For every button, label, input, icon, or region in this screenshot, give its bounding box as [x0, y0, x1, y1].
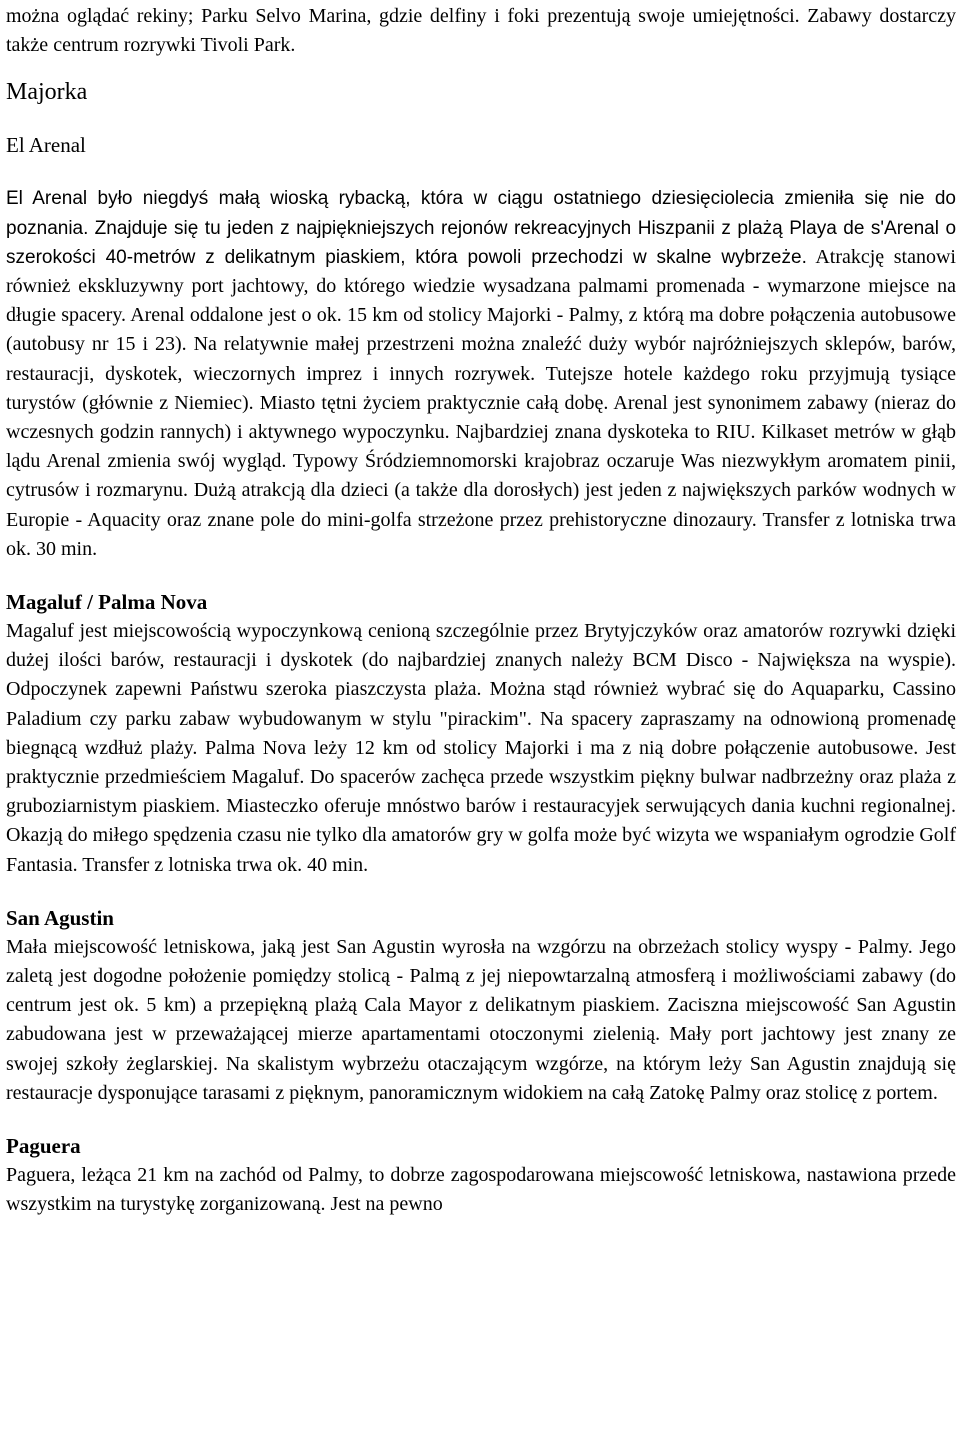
subsection-title-el-arenal: El Arenal [6, 133, 86, 158]
subsection-title-magaluf: Magaluf / Palma Nova [6, 590, 208, 615]
magaluf-paragraph: Magaluf jest miejscowością wypoczynkową cenioną szczególnie przez Brytyjczyków oraz amatorów rozrywki dzięki dużej ilości barów, restauracji i dyskotek (do najbardziej znanych należy BCM Disco - Największa na wyspie). Odpoczynek zapewni Państwu szeroka piaszczysta plaża. Można stąd również wybrać się do Aquaparku, Cassino Paladium czy parku zabaw wybudowanym w stylu "pirackim". Na spacery zapraszamy na odnowioną promenadę biegnącą wzdłuż plaży. Palma Nova leży 12 km od stolicy Majorki i ma z nią dobre połączenie autobusowe. Jest praktycznie przedmieściem Magaluf. Do spacerów zachęca przede wszystkim piękny bulwar nadbrzeżny oraz plaża z gruboziarnistym piaskiem. Miasteczko oferuje mnóstwo barów i restauracyjek serwujących dania kuchni regionalnej. Okazją do miłego spędzenia czasu nie tylko dla amatorów gry w golfa może być wizyta we wspaniałym ogrodzie Golf Fantasia. Transfer z lotniska trwa ok. 40 min. [6, 620, 956, 876]
el-arenal-paragraph [6, 184, 956, 564]
spacer [6, 1108, 956, 1132]
el-arenal-text-sans-2: Znajduje się tu jeden z najpiękniejszych rejonów rekreacyjnych Hiszpanii z plażą Playa de s'Arenal o szerokości 40-metrów z delikatnym piaskiem, która powoli przechodzi w skalne wybrzeże. [6, 217, 957, 268]
spacer [6, 564, 956, 588]
spacer [6, 107, 956, 131]
spacer [6, 60, 956, 78]
san-agustin-paragraph: Mała miejscowość letniskowa, jaką jest San Agustin wyrosła na wzgórzu na obrzeżach stolicy wyspy - Palmy. Jego zaletą jest dogodne położenie pomiędzy stolicą - Palmą z jej niepowtarzalną atmosferą i możliwościami zabawy (do centrum jest ok. 5 km) a przepiękną plażą Cala Mayor z delikatnym piaskiem. Zaciszna miejscowość San Agustin zabudowana jest w przeważającej mierze apartamentami otoczonymi zielenią. Mały port jachtowy jest znany ze swojej szkoły żeglarskiej. Na skalistym wybrzeżu otaczającym wzgórze, na którym leży San Agustin znajdują się restauracje dysponujące tarasami z pięknym, panoramicznym widokiem na całą Zatokę Palmy oraz stolicę z portem. [6, 935, 956, 1104]
el-arenal-text-serif: Atrakcję stanowi również ekskluzywny port jachtowy, do którego wiedzie wysadzana palmami promenada - wymarzone miejsce na długie spacery. Arenal oddalone jest o ok. 15 km od stolicy Majorki - Palmy, z którą ma dobre połączenia autobusowe (autobusy nr 15 i 23). Na relatywnie małej przestrzeni można znaleźć duży wybór najróżniejszych sklepów, barów, restauracji, dyskotek, wieczornych imprez i innych rozrywek. Tutejsze hotele każdego roku przyjmują tysiące turystów (głównie z Niemiec). Miasto tętni życiem praktycznie całą dobę. Arenal jest synonimem zabawy (nieraz do wczesnych godzin rannych) i aktywnego wypoczynku. Najbardziej znana dyskoteka to RIU. Kilkaset metrów w głąb lądu Arenal zmienia swój wygląd. Typowy Śródziemnomorski krajobraz oczaruje Was niezwykłym aromatem pinii, cytrusów i rozmarynu. Dużą atrakcją dla dzieci (a także dla dorosłych) jest jeden z największych parków wodnych w Europie - Aquacity oraz znane pole do mini-golfa strzeżone przez prehistoryczne dinozaury. Transfer z lotniska trwa ok. 30 min. [6, 245, 956, 560]
paguera-paragraph: Paguera, leżąca 21 km na zachód od Palmy, to dobrze zagospodarowana miejscowość letniskowa, nastawiona przede wszystkim na turystykę zorganizowaną. Jest na pewno [6, 1164, 956, 1216]
spacer [6, 880, 956, 904]
section-title-majorka: Majorka [6, 79, 88, 106]
subsection-title-paguera: Paguera [6, 1134, 81, 1159]
intro-paragraph: można oglądać rekiny; Parku Selvo Marina, gdzie delfiny i foki prezentują swoje umiejętności. Zabawy dostarczy także centrum rozrywki Tivoli Park. [6, 5, 956, 57]
subsection-title-san-agustin: San Agustin [6, 905, 114, 930]
spacer [6, 160, 956, 184]
document-page [0, 2, 960, 1454]
el-arenal-text-sans-1: El Arenal było niegdyś małą wioską rybacką, która w ciągu ostatniego dziesięciolecia zmieniła się nie do poznania. [6, 188, 956, 239]
